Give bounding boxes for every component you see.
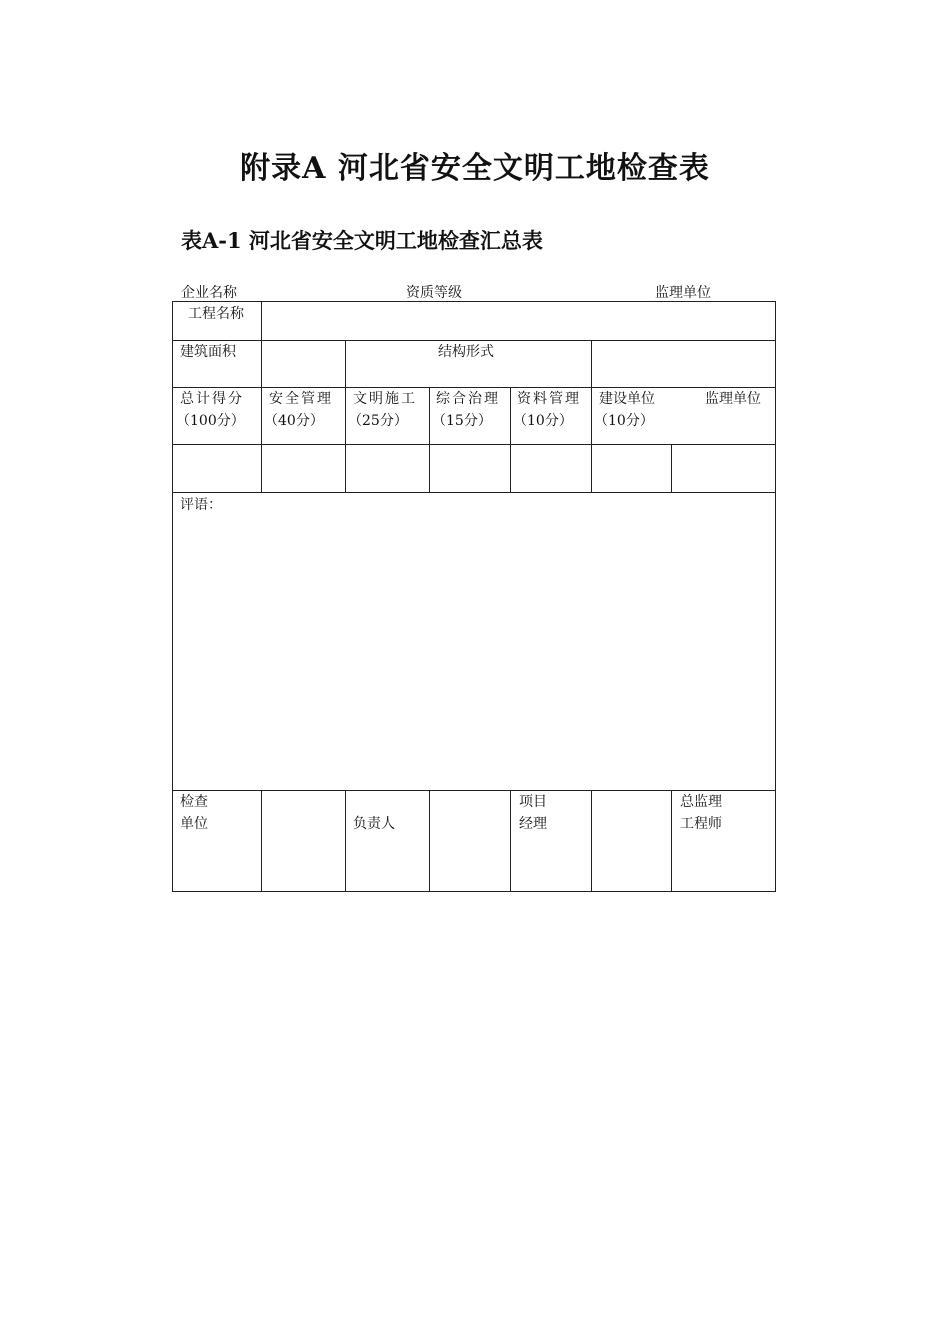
comprehensive-governance-header: 综合治理 [436, 391, 500, 407]
responsible-person-field[interactable] [430, 791, 510, 891]
inspection-summary-table [172, 301, 776, 892]
table-rule [345, 790, 346, 892]
table-rule [172, 492, 776, 493]
table-rule [671, 790, 672, 892]
inspection-unit-label-line1: 检查 [180, 794, 208, 810]
project-manager-label-line1: 项目 [519, 794, 547, 810]
responsible-person-label: 负责人 [353, 816, 395, 832]
project-manager-label-line2: 经理 [519, 816, 547, 832]
supervision-unit-header: 监理单位 [705, 391, 761, 407]
civilized-construction-header: 文明施工 [353, 391, 417, 407]
table-border-right [775, 301, 776, 892]
total-score-header: 总计得分 [180, 391, 244, 407]
table-rule [510, 387, 511, 445]
building-area-label: 建筑面积 [180, 344, 236, 360]
comments-label: 评语： [180, 497, 222, 513]
civilized-construction-points: （25分） [348, 413, 408, 429]
supervision-unit-score-field[interactable] [672, 445, 775, 492]
owner-unit-header: 建设单位 [599, 391, 655, 407]
owner-unit-points: （10分） [594, 413, 654, 429]
project-name-label: 工程名称 [188, 306, 244, 322]
inspection-unit-field[interactable] [262, 791, 345, 891]
total-score-field[interactable] [173, 445, 261, 492]
table-rule [429, 387, 430, 445]
total-score-points: （100分） [176, 413, 245, 429]
table-caption: 表A-1 河北省安全文明工地检查汇总表 [181, 228, 543, 253]
table-rule [261, 387, 262, 445]
project-name-field[interactable] [262, 302, 775, 340]
table-border-bottom [172, 891, 776, 892]
qualification-label: 资质等级 [406, 285, 462, 301]
building-area-field[interactable] [262, 341, 345, 387]
supervision-unit-label: 监理单位 [655, 285, 711, 301]
company-name-label: 企业名称 [181, 285, 237, 301]
safety-management-points: （40分） [264, 413, 324, 429]
comprehensive-governance-points: （15分） [432, 413, 492, 429]
documentation-points: （10分） [513, 413, 573, 429]
chief-supervisor-label-line1: 总监理 [680, 794, 722, 810]
safety-management-score-field[interactable] [262, 445, 345, 492]
safety-management-header: 安全管理 [269, 391, 333, 407]
project-manager-field[interactable] [592, 791, 671, 891]
comprehensive-governance-score-field[interactable] [430, 445, 510, 492]
structure-type-label: 结构形式 [438, 344, 494, 360]
table-rule [345, 340, 346, 388]
chief-supervisor-label-line2: 工程师 [680, 816, 722, 832]
page-title: 附录A 河北省安全文明工地检查表 [240, 151, 710, 186]
table-rule [510, 790, 511, 892]
documentation-score-field[interactable] [511, 445, 591, 492]
structure-type-field[interactable] [592, 341, 775, 387]
inspection-unit-label-line2: 单位 [180, 816, 208, 832]
table-rule [345, 387, 346, 445]
table-rule [591, 387, 592, 445]
civilized-construction-score-field[interactable] [346, 445, 429, 492]
comments-field[interactable] [173, 516, 775, 789]
documentation-header: 资料管理 [517, 391, 581, 407]
owner-unit-score-field[interactable] [592, 445, 671, 492]
